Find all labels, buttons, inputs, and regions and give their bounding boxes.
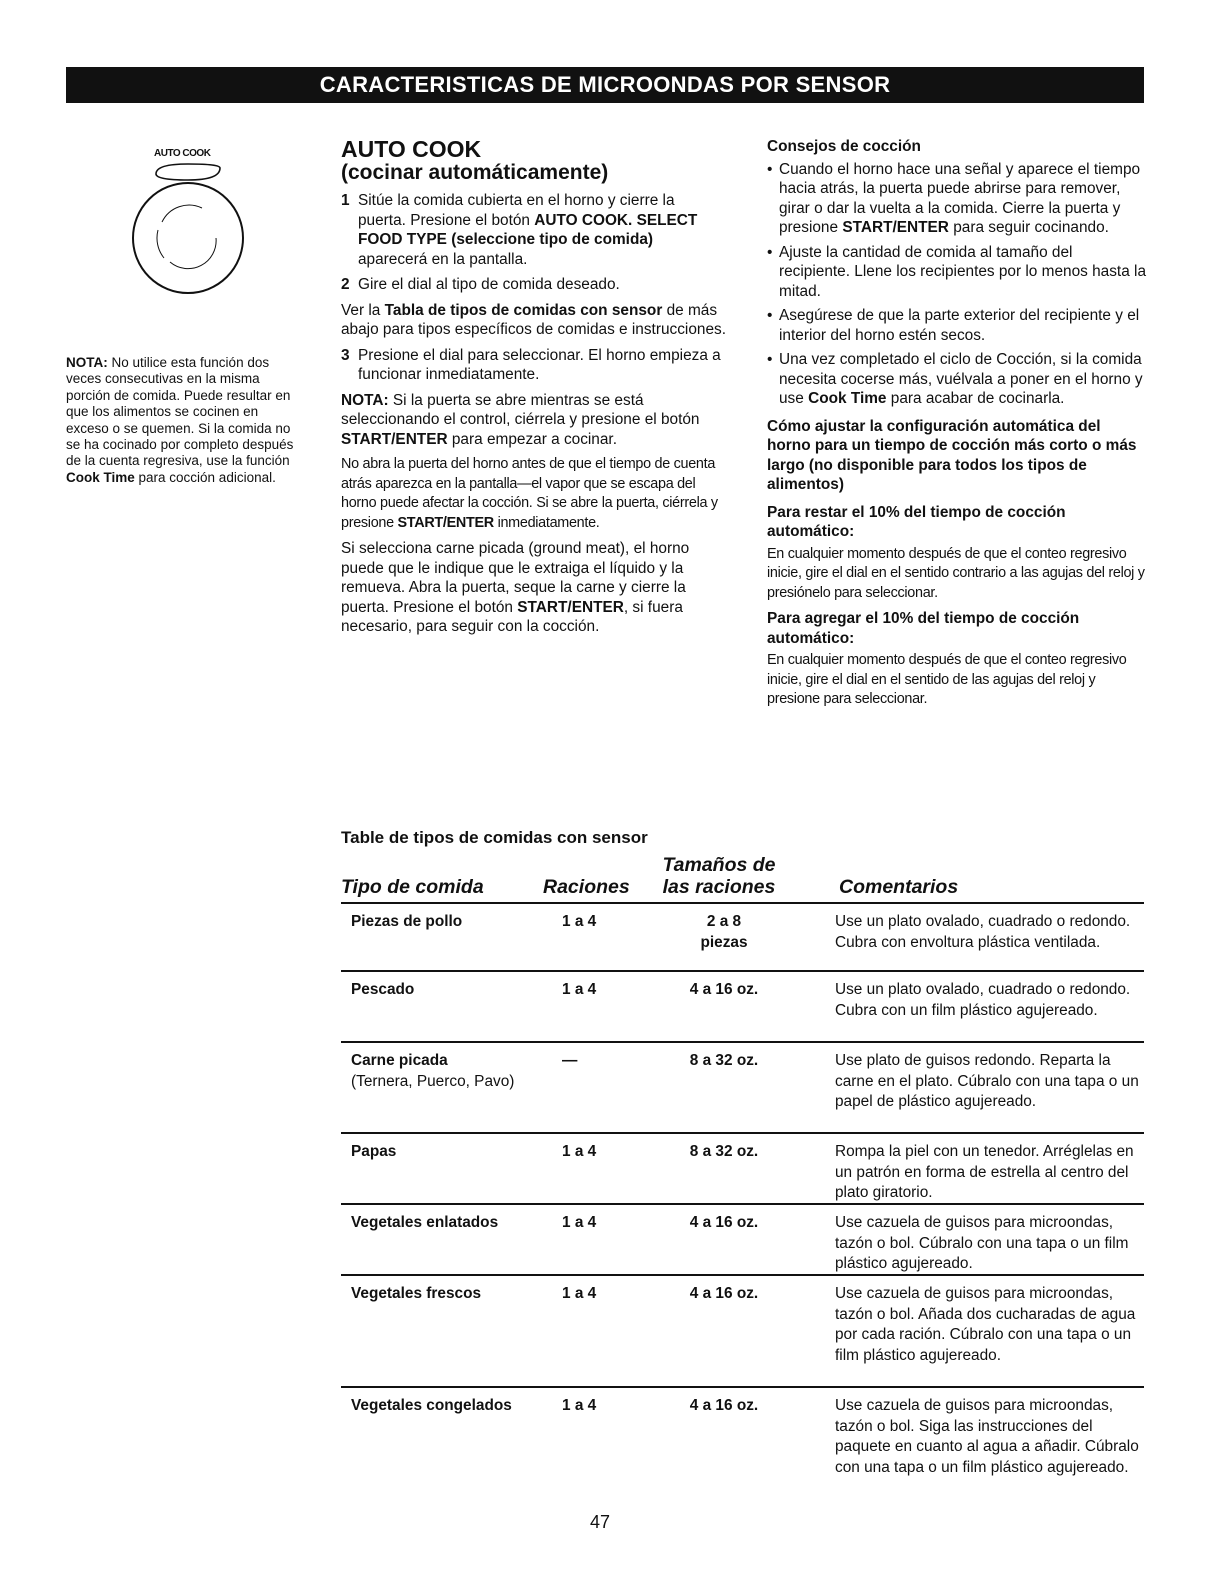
dial-knob-icon xyxy=(130,180,246,296)
header-servings: Raciones xyxy=(543,876,630,898)
step-3: 3 Presione el dial para seleccionar. El horno empieza a funcionar inmediatamente. xyxy=(341,346,721,383)
table-title: Table de tipos de comidas con sensor xyxy=(341,828,648,847)
table-row: Vegetales frescos 1 a 4 4 a 16 oz. Use cazuela de guisos para microondas, tazón o bol. Añada dos cucharadas de agua por cada ración. Cúbralo con una tapa o un film plástico agujereado. xyxy=(341,1276,1144,1388)
auto-cook-instructions xyxy=(341,137,726,643)
step-1: 1 Sitúe la comida cubierta en el horno y cierre la puerta. Presione el botón AUTO COOK. SELECT FOOD TYPE (seleccione tipo de comida) aparecerá en la pantalla. xyxy=(341,192,698,268)
door-note: NOTA: Si la puerta se abre mientras se está seleccionando el control, ciérrela y presione el botón START/ENTER para empezar a cocinar. xyxy=(341,391,700,448)
control-illustration xyxy=(66,140,301,355)
step-2: 2 Gire el dial al tipo de comida deseado. xyxy=(341,276,620,293)
page-title: AUTO COOK xyxy=(341,136,482,162)
table-row: Vegetales congelados 1 a 4 4 a 16 oz. Use cazuela de guisos para microondas, tazón o bol. Siga las instrucciones del paquete en cuanto al agua a añadir. Cúbralo con una tapa o un film plástico agujereado. xyxy=(351,1397,1139,1476)
tip-item: • Cuando el horno hace una señal y aparece el tiempo hacia atrás, la puerta puede abrirse para remover, girar o dar la vuelta a la comida. Cierre la puerta y presione START/ENTER para seguir cocinando. xyxy=(767,160,1141,236)
adjust-heading: Cómo ajustar la configuración automática del horno para un tiempo de cocción más corto o más largo (no disponible para todos los tipos de alimentos) xyxy=(767,417,1137,493)
tip-item: • Una vez completado el ciclo de Cocción, si la comida necesita cocerse más, vuélvala a poner en el horno y use Cook Time para acabar de cocinarla. xyxy=(767,351,1143,407)
table-reference: Ver la Tabla de tipos de comidas con sensor de más abajo para tipos específicos de comidas e instrucciones. xyxy=(341,301,726,338)
add-heading: Para agregar el 10% del tiempo de cocción automático: xyxy=(767,610,1080,647)
left-column xyxy=(66,140,301,492)
cooking-tips xyxy=(767,137,1147,716)
page-subtitle: (cocinar automáticamente) xyxy=(341,161,609,184)
tips-heading: Consejos de cocción xyxy=(767,138,921,155)
subtract-heading: Para restar el 10% del tiempo de cocción automático: xyxy=(767,503,1066,540)
table-header xyxy=(341,854,1144,904)
header-type: Tipo de comida xyxy=(341,876,484,898)
header-comments: Comentarios xyxy=(839,876,959,898)
table-row: Carne picada (Ternera, Puerco, Pavo) — 8 a 32 oz. Use plato de guisos redondo. Reparta la carne en el plato. Cúbralo con una tapa o un papel de plástico agujereado. xyxy=(341,1043,1144,1134)
table-row: Vegetales enlatados 1 a 4 4 a 16 oz. Use cazuela de guisos para microondas, tazón o bol. Cúbralo con una tapa o un film plástico agujereado. xyxy=(341,1205,1144,1276)
tip-item: • Ajuste la cantidad de comida al tamaño del recipiente. Llene los recipientes por lo menos hasta la mitad. xyxy=(767,243,1147,300)
header-sizes: Tamaños de las raciones xyxy=(662,854,776,898)
ground-meat-note: Si selecciona carne picada (ground meat), el horno puede que le indique que le extraiga el líquido y la remueva. Abra la puerta, seque la carne y cierre la puerta. Presione el botón START/ENTER, si fuera necesario, para seguir con la cocción. xyxy=(341,540,690,635)
add-text: En cualquier momento después de que el conteo regresivo inicie, gire el dial en el sentido de las agujas del reloj y presione para seleccionar. xyxy=(767,652,1127,707)
tip-item: • Asegúrese de que la parte exterior del recipiente y el interior del horno estén secos. xyxy=(767,307,1140,344)
left-note: NOTA: No utilice esta función dos veces consecutivas en la misma porción de comida. Puede resultar en que los alimentos se cocinen en exceso o se quemen. Si la comida no se ha cocinado por completo después de la cuenta regresiva, use la función Cook Time para cocción adicional. xyxy=(66,355,294,485)
table-row: Pescado 1 a 4 4 a 16 oz. Use un plato ovalado, cuadrado o redondo. Cubra con un film plástico agujereado. xyxy=(341,972,1144,1043)
subtract-text: En cualquier momento después de que el conteo regresivo inicie, gire el dial en el sentido contrario a las agujas del reloj y presiónelo para seleccionar. xyxy=(767,545,1145,601)
page-number: 47 xyxy=(590,1512,611,1532)
sensor-food-table xyxy=(341,828,1144,1500)
table-row: Papas 1 a 4 8 a 32 oz. Rompa la piel con un tenedor. Arréglelas en un patrón en forma de estrella al centro del plato giratorio. xyxy=(341,1134,1144,1205)
steam-warning: No abra la puerta del horno antes de que el tiempo de cuenta atrás aparezca en la pantalla—el vapor que se escapa del horno puede afectar la cocción. Si se abre la puerta, ciérrela y presione START/ENTER inmediatamente. xyxy=(341,456,718,531)
auto-cook-button-label: AUTO COOK xyxy=(154,148,211,159)
table-row: Piezas de pollo 1 a 4 2 a 8 piezas Use un plato ovalado, cuadrado o redondo. Cubra con envoltura plástica ventilada. xyxy=(341,904,1144,972)
section-header: CARACTERISTICAS DE MICROONDAS POR SENSOR xyxy=(66,67,1144,103)
